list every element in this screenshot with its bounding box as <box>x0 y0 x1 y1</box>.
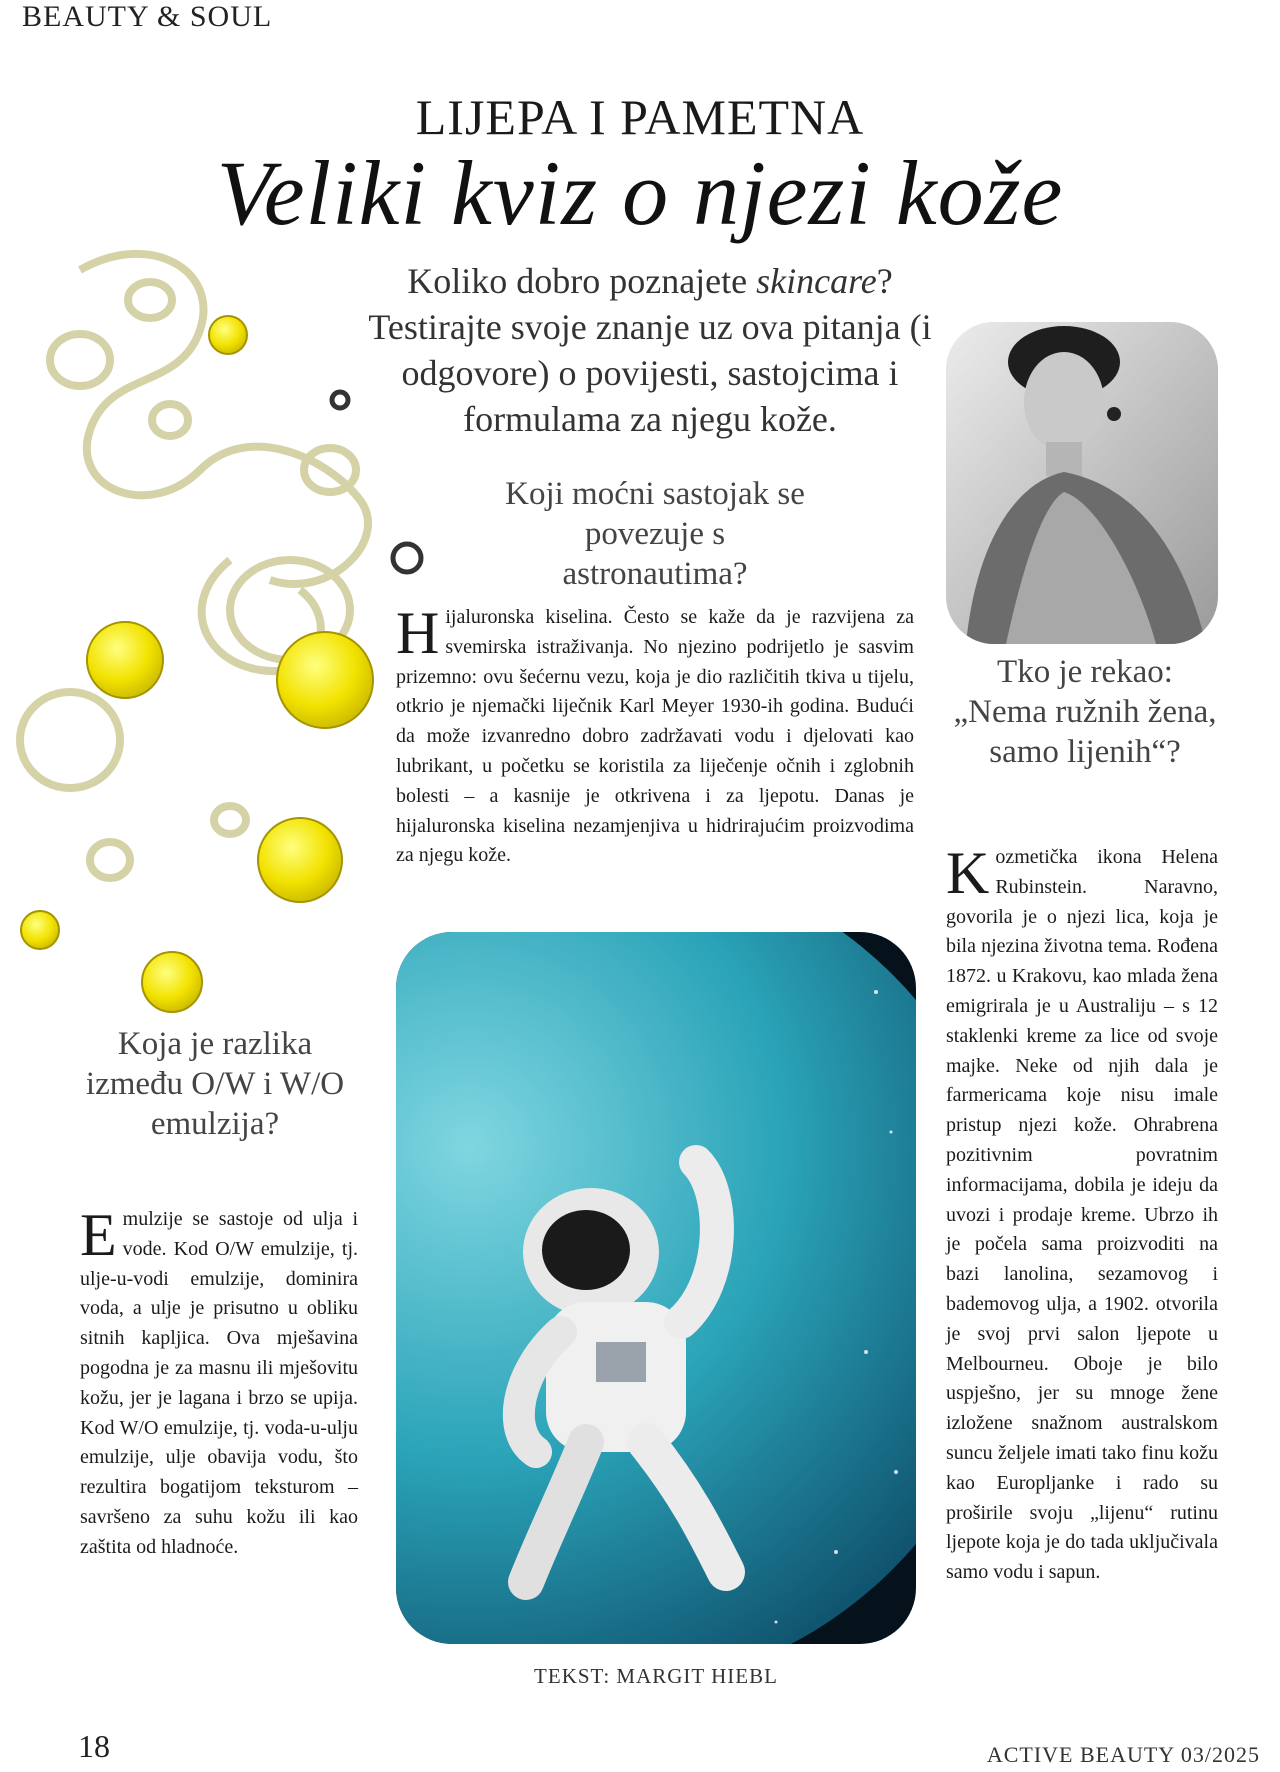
issue-label: ACTIVE BEAUTY 03/2025 <box>986 1742 1260 1767</box>
answer-hyaluronic <box>396 600 914 871</box>
question-hyaluronic: Koji moćni sastojak se povezuje s astronautima? <box>505 476 805 592</box>
answer-emulsions <box>80 1202 358 1563</box>
author-credit: TEKST: MARGIT HIEBL <box>534 1664 778 1688</box>
dropcap-h: H <box>396 600 440 666</box>
dropcap-e: E <box>80 1202 117 1268</box>
astronaut-image <box>396 932 916 1644</box>
answer-rubinstein <box>946 840 1218 1588</box>
answer-hyaluronic-text: ijaluronska kiselina. Često se kaže da je razvijena za svemirska istraživanja. No njezino podrijetlo je sasvim prizemno: ovu šećernu vezu, koja je dio različitih tkiva u tijelu, otkrio je njemački liječnik Karl Meyer 1930-ih godina. Budući da može izvanredno dobro zadržavati vodu i djelovati kao lubrikant, u početku se koristila za liječenje očnih i zglobnih bolesti – a kasnije je otkrivena i za ljepotu. Danas je hijaluronska kiselina nezamjenjiva u hidrirajućim proizvodima za njegu kože. <box>396 606 914 867</box>
lead-text: Koliko dobro poznajete <box>407 261 757 301</box>
lead-italic: skincare <box>756 261 877 301</box>
question-emulsions: Koja je razlika između O/W i W/O emulzija? <box>85 1026 345 1142</box>
section-label: BEAUTY & SOUL <box>22 0 273 33</box>
lead-text-end: ? Testirajte svoje znanje uz ova pitanja (i odgovore) o povijesti, sastojcima i formulama za njegu kože. <box>368 261 932 439</box>
answer-emulsions-text: mulzije se sastoje od ulja i vode. Kod O/W emulzije, tj. ulje-u-vodi emulzije, dominira voda, a ulje je prisutno u obliku sitnih kapljica. Ova mješavina pogodna je za masnu ili mješovitu kožu, jer je lagana i brzo se upija. Kod W/O emulzije, tj. voda-u-ulju emulzije, ulje obavija vodu, što rezultira bogatijom teksturom – savršeno za suhu kožu ili kao zaštita od hladnoće. <box>80 1208 358 1558</box>
article-kicker: LIJEPA I PAMETNA <box>415 89 865 145</box>
helena-rubinstein-portrait <box>946 322 1218 644</box>
page-number: 18 <box>78 1728 110 1764</box>
portrait-image <box>946 322 1218 644</box>
question-rubinstein: Tko je rekao: „Nema ružnih žena, samo lijenih“? <box>953 654 1217 770</box>
answer-rubinstein-text: ozmetička ikona Helena Rubinstein. Naravno, govorila je o njezi lica, koja je bila njezina životna tema. Rođena 1872. u Krakovu, kao mlada žena emigrirala je u Australiju – s 12 staklenki kreme za lice od svoje majke. Neke od njih dala je farmericama koje nisu imale pristup njezi kože. Ohrabrena pozitivnim povratnim informacijama, dobila je ideju da uvozi i prodaje kreme. Ubrzo ih je počela sama proizvoditi na bazi lanolina, sezamovog i bademovog ulja, a 1902. otvorila je svoj prvi salon ljepote u Melbourneu. Oboje je bilo uspješno, jer su mnoge žene izložene snažnom australskom suncu željele imati tako finu kožu kao Europljanke i rado su proširile svoju „lijenu“ rutinu ljepote koja je do tada uključivala samo vodu i sapun. <box>946 846 1218 1584</box>
article-title: Veliki kviz o njezi kože <box>216 142 1064 244</box>
astronaut-photo <box>396 932 916 1644</box>
dropcap-k: K <box>946 840 990 906</box>
